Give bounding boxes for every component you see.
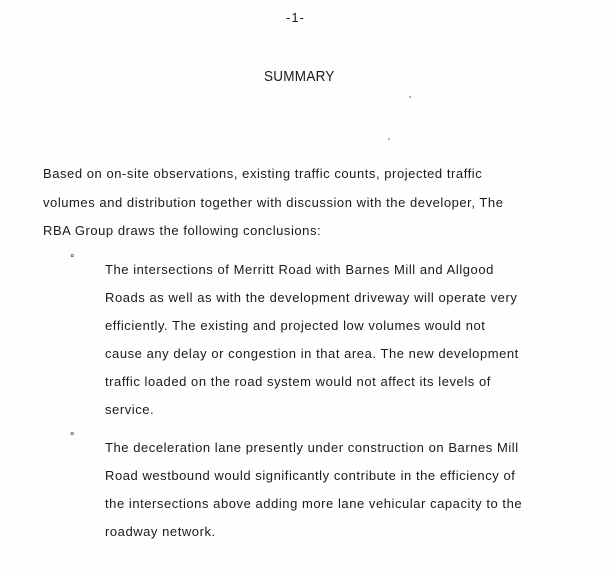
bullet-line: traffic loaded on the road system would not affect its levels of [105, 374, 491, 389]
intro-line: RBA Group draws the following conclusions: [43, 223, 322, 238]
page-number: -1- [286, 10, 305, 25]
intro-line: Based on on-site observations, existing traffic counts, projected traffic [43, 166, 483, 181]
bullet-line: cause any delay or congestion in that area. The new development [105, 346, 519, 361]
intro-line: volumes and distribution together with discussion with the developer, The [43, 194, 504, 210]
bullet-marker: ° [70, 431, 75, 443]
bullet-line: The intersections of Merritt Road with Barnes Mill and Allgood [105, 262, 494, 277]
bullet-line: Roads as well as with the development driveway will operate very [105, 290, 518, 305]
scan-speck [409, 96, 411, 98]
bullet-line: service. [105, 402, 155, 417]
bullet-line: The deceleration lane presently under construction on Barnes Mill [105, 440, 519, 455]
intro-paragraph [43, 160, 573, 246]
bullet-line: efficiently. The existing and projected low volumes would not [105, 318, 486, 333]
bullet-line: the intersections above adding more lane vehicular capacity to the [105, 496, 523, 511]
page-title: SUMMARY [264, 68, 335, 85]
bullet-text [105, 434, 575, 546]
bullet-line: roadway network. [105, 524, 216, 539]
bullet-line: Road westbound would significantly contribute in the efficiency of [105, 468, 516, 483]
scan-speck [388, 138, 390, 140]
bullet-text [105, 256, 575, 424]
bullet-marker: ° [70, 253, 75, 265]
